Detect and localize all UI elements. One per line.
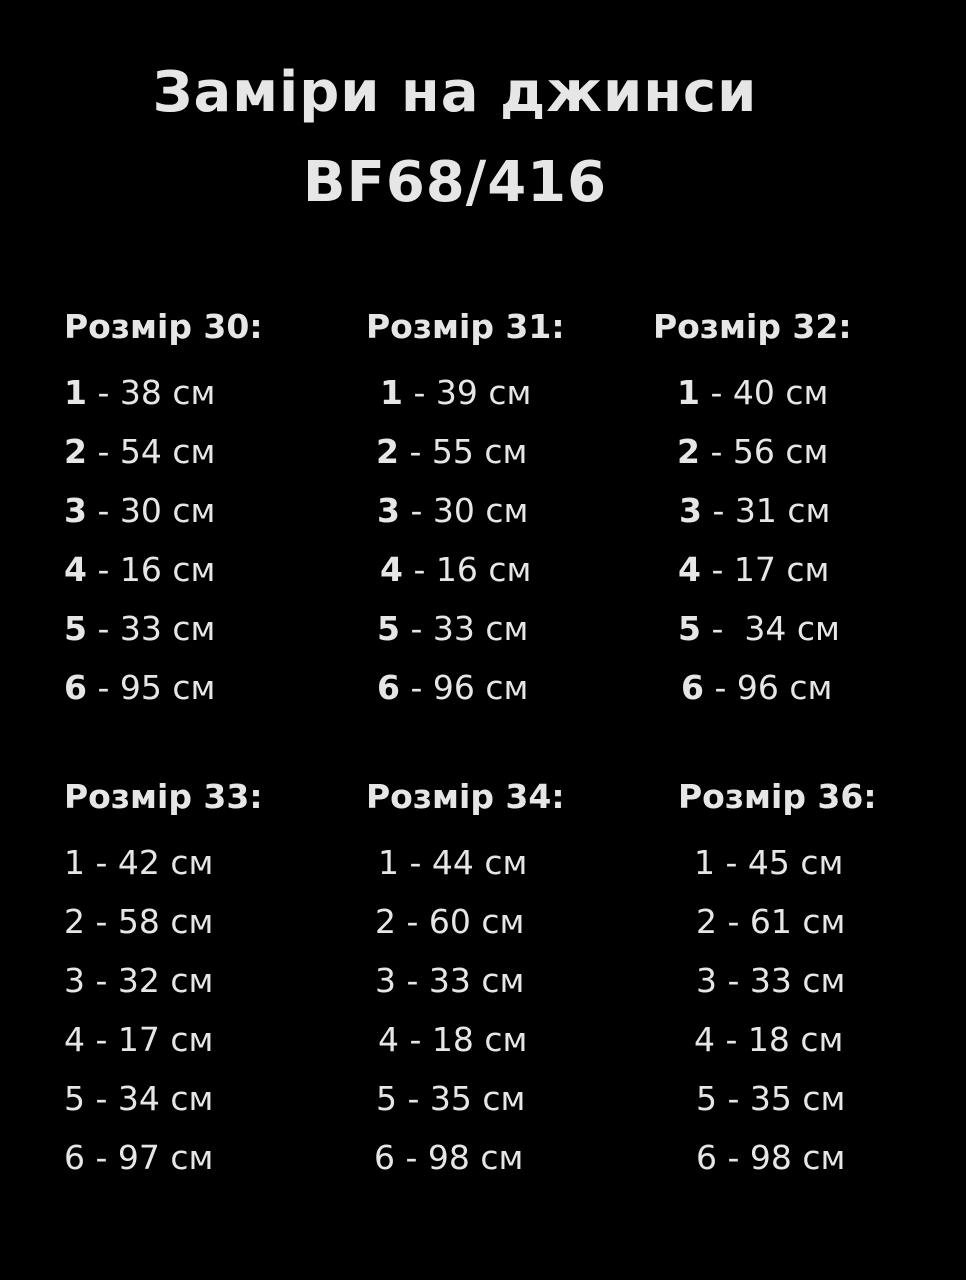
measurement-number: 3	[377, 491, 400, 530]
measurement-number: 3	[64, 491, 87, 530]
size-block-32	[653, 304, 852, 717]
measurement-value: - 30 см	[399, 491, 529, 530]
measurement-number: 6	[696, 1138, 717, 1177]
measurement-number: 5	[376, 1079, 397, 1118]
measurement-value: - 55 см	[398, 432, 528, 471]
measurement-number: 4	[64, 1020, 85, 1059]
measurement-value: - 96 см	[399, 668, 529, 707]
measurement-number: 1	[378, 843, 399, 882]
measurement-row	[64, 951, 263, 1010]
measurement-value: - 33 см	[399, 609, 529, 648]
measurement-value: - 60 см	[396, 902, 525, 941]
measurement-value: - 40 см	[699, 373, 829, 412]
measurement-row	[64, 1069, 263, 1128]
measurement-value: - 95 см	[86, 668, 216, 707]
measurement-row	[64, 658, 263, 717]
measurement-row	[678, 1010, 877, 1069]
size-heading: Розмір 36:	[678, 777, 877, 816]
measurement-row	[678, 1069, 877, 1128]
model-code: BF68/416	[302, 150, 608, 215]
measurement-row	[366, 658, 565, 717]
measurement-number: 6	[377, 668, 400, 707]
measurement-row	[366, 1010, 565, 1069]
measurement-number: 2	[64, 432, 87, 471]
measurement-row	[653, 599, 852, 658]
measurement-row	[64, 481, 263, 540]
measurement-row	[366, 833, 565, 892]
measurement-value: - 39 см	[402, 373, 532, 412]
measurement-value: - 18 см	[399, 1020, 528, 1059]
measurement-row	[366, 363, 565, 422]
measurement-number: 4	[64, 550, 87, 589]
page-title: Заміри на джинси	[152, 60, 758, 125]
measurement-row	[366, 599, 565, 658]
measurement-value: - 98 см	[717, 1138, 846, 1177]
measurement-row	[653, 363, 852, 422]
measurement-row	[64, 540, 263, 599]
measurement-row	[64, 363, 263, 422]
measurement-row	[653, 422, 852, 481]
measurement-value: - 33 см	[396, 961, 525, 1000]
measurement-row	[653, 540, 852, 599]
measurement-row	[653, 481, 852, 540]
measurement-value: - 56 см	[699, 432, 829, 471]
measurement-number: 5	[377, 609, 400, 648]
measurement-value: - 42 см	[85, 843, 214, 882]
measurement-number: 2	[376, 432, 399, 471]
measurement-row	[64, 1010, 263, 1069]
measurement-value: - 35 см	[717, 1079, 846, 1118]
measurement-number: 2	[677, 432, 700, 471]
measurement-row	[366, 422, 565, 481]
measurement-number: 4	[678, 550, 701, 589]
measurement-value: - 33 см	[86, 609, 216, 648]
measurement-row	[64, 1128, 263, 1187]
measurement-value: - 33 см	[717, 961, 846, 1000]
size-block-33	[64, 774, 263, 1187]
measurement-row	[366, 892, 565, 951]
measurement-row	[678, 951, 877, 1010]
measurement-number: 6	[681, 668, 704, 707]
measurement-number: 6	[64, 668, 87, 707]
measurement-value: - 31 см	[701, 491, 831, 530]
measurement-value: - 97 см	[85, 1138, 214, 1177]
measurement-number: 4	[694, 1020, 715, 1059]
size-heading: Розмір 30:	[64, 307, 263, 346]
measurement-number: 1	[64, 373, 87, 412]
measurement-value: - 18 см	[715, 1020, 844, 1059]
measurement-value: - 35 см	[397, 1079, 526, 1118]
measurement-value: - 16 см	[86, 550, 216, 589]
size-heading: Розмір 34:	[366, 777, 565, 816]
size-heading: Розмір 32:	[653, 307, 852, 346]
measurement-row	[366, 1128, 565, 1187]
measurement-number: 1	[677, 373, 700, 412]
measurement-number: 5	[64, 609, 87, 648]
measurement-number: 4	[380, 550, 403, 589]
measurement-row	[64, 599, 263, 658]
measurement-number: 3	[64, 961, 85, 1000]
measurement-value: - 45 см	[715, 843, 844, 882]
measurement-number: 3	[696, 961, 717, 1000]
measurement-row	[678, 892, 877, 951]
measurement-row	[366, 951, 565, 1010]
measurement-row	[678, 1128, 877, 1187]
measurement-value: - 32 см	[85, 961, 214, 1000]
measurement-number: 2	[375, 902, 396, 941]
measurement-number: 6	[64, 1138, 85, 1177]
measurement-value: - 34 см	[700, 609, 840, 648]
measurement-number: 1	[694, 843, 715, 882]
size-block-31	[366, 304, 565, 717]
measurement-row	[64, 833, 263, 892]
measurement-number: 3	[679, 491, 702, 530]
measurement-number: 4	[378, 1020, 399, 1059]
size-block-30	[64, 304, 263, 717]
measurement-number: 1	[64, 843, 85, 882]
measurement-value: - 30 см	[86, 491, 216, 530]
measurement-value: - 16 см	[402, 550, 532, 589]
measurement-value: - 17 см	[85, 1020, 214, 1059]
measurement-row	[64, 422, 263, 481]
measurement-number: 5	[696, 1079, 717, 1118]
measurement-value: - 44 см	[399, 843, 528, 882]
measurement-value: - 17 см	[700, 550, 830, 589]
size-heading: Розмір 33:	[64, 777, 263, 816]
measurement-number: 2	[64, 902, 85, 941]
measurement-row	[366, 540, 565, 599]
measurement-value: - 96 см	[703, 668, 833, 707]
measurement-number: 5	[64, 1079, 85, 1118]
measurement-value: - 58 см	[85, 902, 214, 941]
measurement-number: 1	[380, 373, 403, 412]
measurement-value: - 38 см	[86, 373, 216, 412]
measurement-number: 6	[374, 1138, 395, 1177]
measurement-row	[366, 1069, 565, 1128]
measurement-number: 2	[696, 902, 717, 941]
measurement-number: 3	[375, 961, 396, 1000]
measurement-value: - 61 см	[717, 902, 846, 941]
size-block-34	[366, 774, 565, 1187]
measurement-row	[653, 658, 852, 717]
measurement-row	[678, 833, 877, 892]
measurement-value: - 54 см	[86, 432, 216, 471]
size-heading: Розмір 31:	[366, 307, 565, 346]
measurement-value: - 98 см	[395, 1138, 524, 1177]
measurement-number: 5	[678, 609, 701, 648]
measurement-row	[64, 892, 263, 951]
measurement-value: - 34 см	[85, 1079, 214, 1118]
measurement-row	[366, 481, 565, 540]
size-block-36	[678, 774, 877, 1187]
